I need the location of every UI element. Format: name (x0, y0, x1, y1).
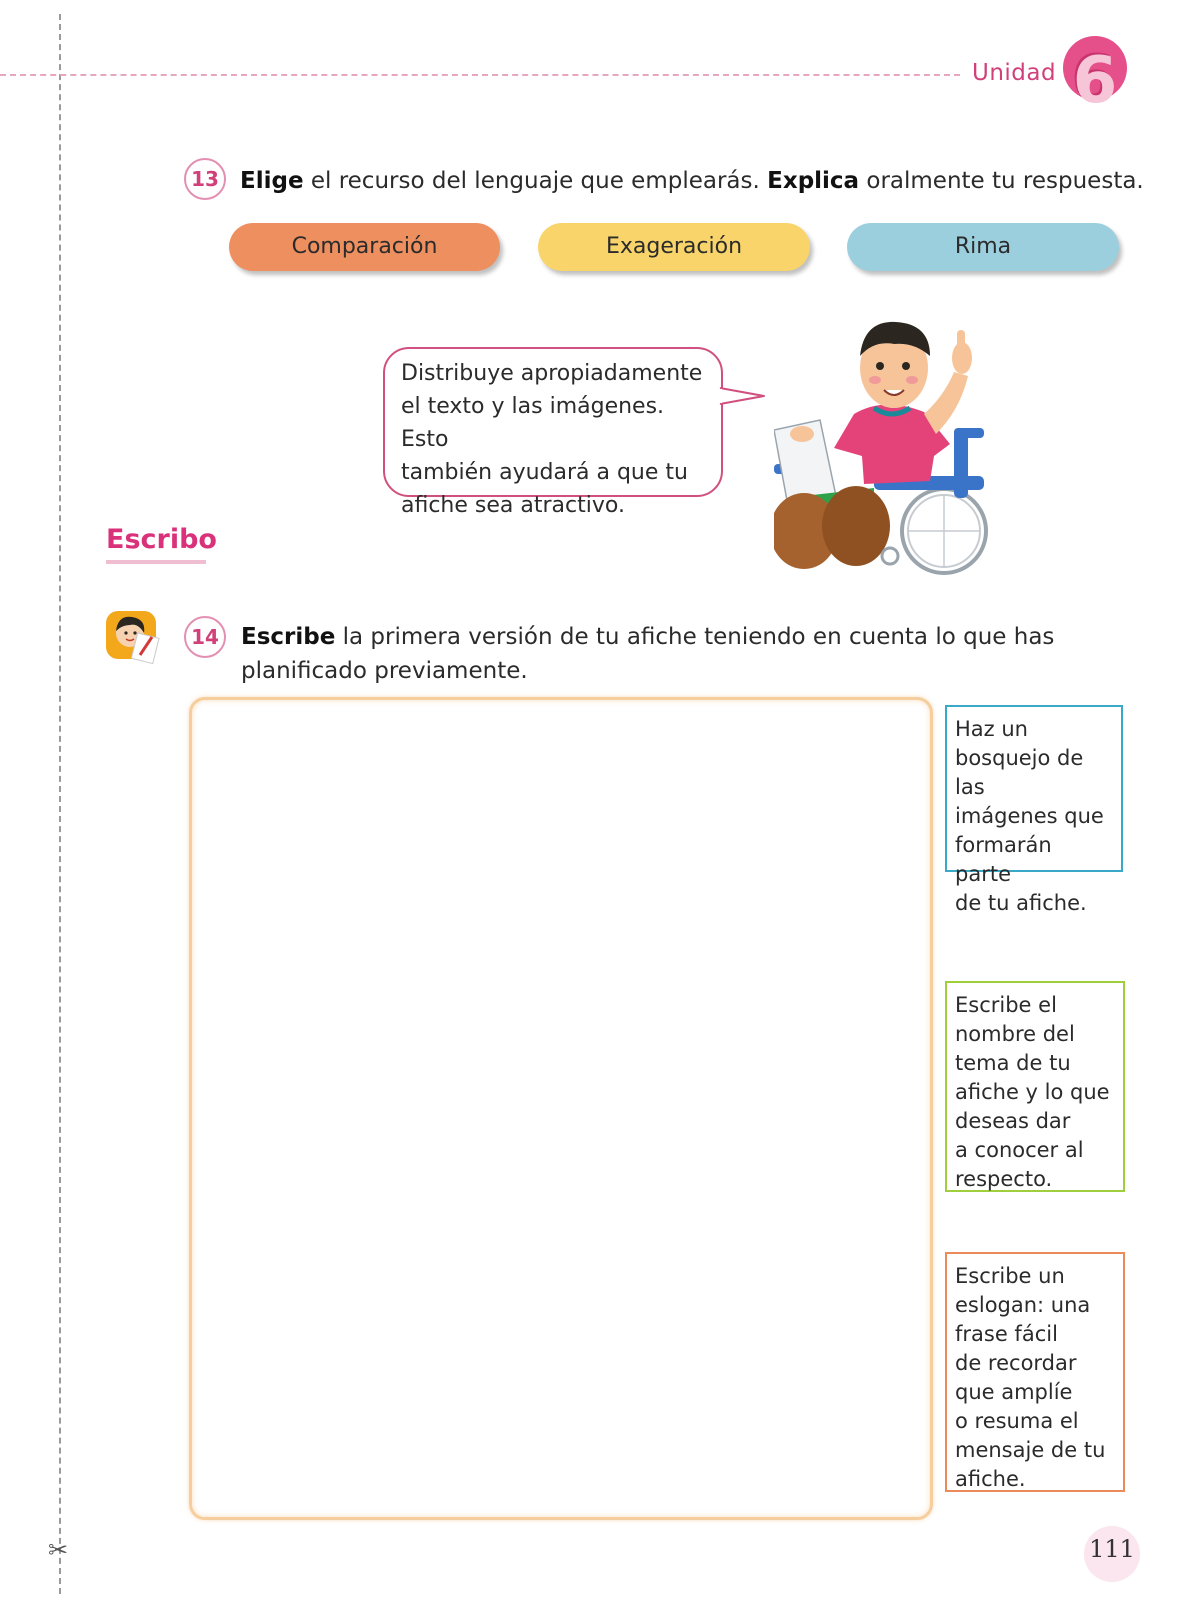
question-number-14: 14 (184, 616, 226, 658)
option-exageracion[interactable]: Exageración (538, 223, 810, 271)
bubble-line: afiche sea atractivo. (401, 493, 625, 518)
hint-line: mensaje de tu (955, 1438, 1106, 1462)
option-comparacion[interactable]: Comparación (229, 223, 500, 271)
question-13-text-1: el recurso del lenguaje que emplearás. (303, 168, 768, 194)
question-13-text (240, 164, 1144, 198)
hint-box-slogan (945, 1252, 1125, 1492)
hint-line: deseas dar (955, 1109, 1071, 1133)
question-14-text (241, 620, 1054, 688)
hint-line: bosquejo de las (955, 746, 1084, 799)
hint-line: de tu afiche. (955, 891, 1087, 915)
page-number: 111 (1089, 1535, 1135, 1563)
poster-drawing-area[interactable] (189, 697, 933, 1520)
child-writing-icon (104, 609, 164, 665)
hint-line: nombre del (955, 1022, 1075, 1046)
unit-number: 6 (1072, 44, 1118, 118)
hint-line: afiche. (955, 1467, 1026, 1491)
question-13-verb-2: Explica (767, 168, 860, 194)
hint-line: tema de tu (955, 1051, 1071, 1075)
hint-line: Escribe un (955, 1264, 1065, 1288)
hint-line: que amplíe (955, 1380, 1073, 1404)
boy-in-wheelchair-illustration (774, 316, 1014, 578)
hint-line: formarán parte (955, 833, 1052, 886)
option-rima[interactable]: Rima (847, 223, 1119, 271)
question-number-13: 13 (184, 158, 226, 200)
hint-box-topic (945, 981, 1125, 1192)
hint-line: imágenes que (955, 804, 1104, 828)
header-dashed-rule (0, 74, 960, 76)
hint-line: Haz un (955, 717, 1028, 741)
section-underline (106, 560, 206, 564)
hint-line: de recordar (955, 1351, 1077, 1375)
hint-box-sketch (945, 705, 1123, 915)
hint-line: a conocer al (955, 1138, 1084, 1162)
speech-bubble (383, 347, 723, 518)
question-13-text-2: oralmente tu respuesta. (859, 168, 1144, 194)
hint-line: eslogan: una (955, 1293, 1091, 1317)
cut-line (59, 14, 61, 1594)
section-title: Escribo (106, 524, 217, 555)
hint-line: respecto. (955, 1167, 1053, 1191)
hint-line: o resuma el (955, 1409, 1079, 1433)
bubble-line: también ayudará a que tu (401, 460, 688, 485)
bubble-line: Distribuye apropiadamente (401, 361, 703, 386)
bubble-line: el texto y las imágenes. Esto (401, 394, 665, 452)
unit-label: Unidad (972, 60, 1057, 86)
hint-line: afiche y lo que (955, 1080, 1110, 1104)
question-13-verb-1: Elige (240, 168, 304, 194)
question-14-verb: Escribe (241, 624, 336, 650)
question-14-text-line-2: planificado previamente. (241, 658, 528, 684)
hint-line: Escribe el (955, 993, 1057, 1017)
question-14-text-line-1: la primera versión de tu afiche teniendo en cuenta lo que has (335, 624, 1055, 650)
speech-bubble-tail (718, 382, 768, 412)
scissors-icon: ✂ (48, 1536, 69, 1564)
hint-line: frase fácil (955, 1322, 1058, 1346)
